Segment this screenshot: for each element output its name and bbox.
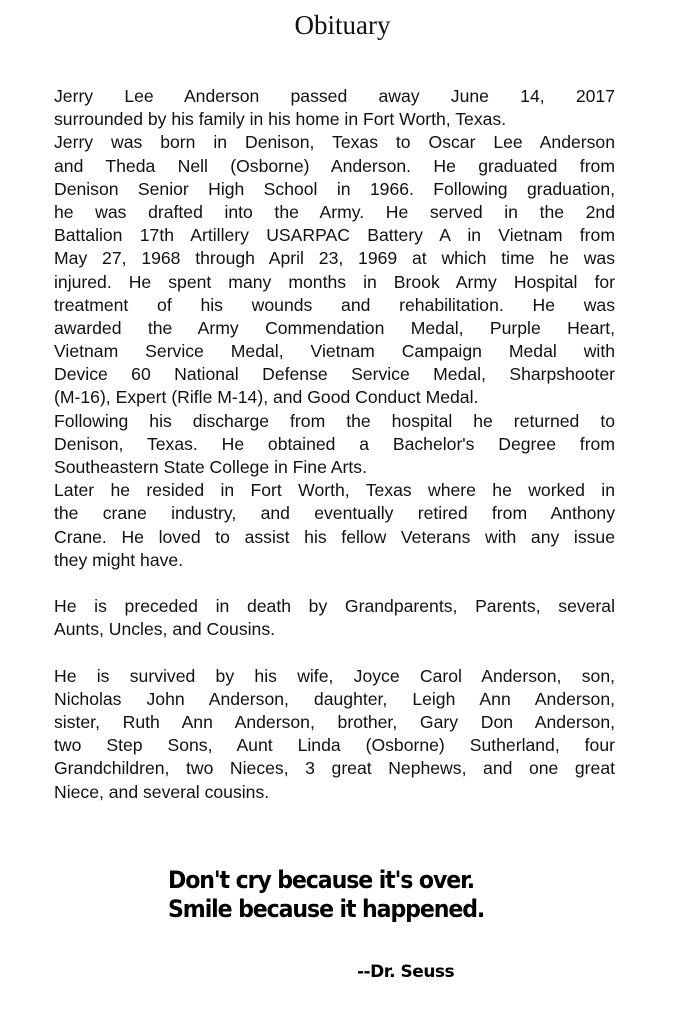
page-title: Obituary [294,10,391,40]
text-line: injured. He spent many months in Brook Army Hospital for [54,271,615,292]
text-line: Niece, and several cousins. [54,781,270,802]
text-line: Denison Senior High School in 1966. Following graduation, [54,178,615,199]
text-line: Jerry Lee Anderson passed away June 14, 2017 [54,86,615,106]
text-line: and Theda Nell (Osborne) Anderson. He graduated from [54,155,615,176]
quote-attribution: --Dr. Seuss [357,962,455,982]
text-line: Denison, Texas. He obtained a Bachelor's Degree from [54,433,615,454]
paragraph-survived [54,665,615,804]
text-line: awarded the Army Commendation Medal, Purple Heart, [54,317,615,338]
text-line: treatment of his wounds and rehabilitation. He was [54,294,615,315]
text-line: Device 60 National Defense Service Medal, Sharpshooter [54,364,615,385]
quote-line: Don't cry because it's over. [168,866,475,894]
text-line: He is preceded in death by Grandparents, Parents, several [54,596,615,617]
text-line: Nicholas John Anderson, daughter, Leigh Ann Anderson, [54,688,615,709]
paragraph-biography [54,85,615,572]
text-line: Vietnam Service Medal, Vietnam Campaign Medal with [54,341,615,362]
text-line: they might have. [54,549,184,570]
text-line: Jerry was born in Denison, Texas to Oscar Lee Anderson [54,132,615,153]
obituary-body [54,85,615,804]
text-line: He is survived by his wife, Joyce Carol Anderson, son, [54,665,615,686]
text-line: sister, Ruth Ann Anderson, brother, Gary Don Anderson, [54,712,615,733]
seuss-quote [168,866,485,924]
text-line: Grandchildren, two Nieces, 3 great Nephews, and one great [54,758,615,779]
text-line: he was drafted into the Army. He served in the 2nd [54,201,615,222]
text-line: Battalion 17th Artillery USARPAC Battery A in Vietnam from [54,225,615,246]
paragraph-preceded [54,595,615,641]
paragraph-gap [54,572,615,595]
text-line: surrounded by his family in his home in Fort Worth, Texas. [54,109,507,130]
quote-line: Smile because it happened. [168,895,485,923]
text-line: the crane industry, and eventually retired from Anthony [54,503,615,524]
text-line: Aunts, Uncles, and Cousins. [54,619,276,640]
text-line: Later he resided in Fort Worth, Texas where he worked in [54,480,615,501]
text-line: Following his discharge from the hospital he returned to [54,410,615,431]
text-line: two Step Sons, Aunt Linda (Osborne) Sutherland, four [54,735,615,756]
paragraph-gap [54,642,615,665]
text-line: Southeastern State College in Fine Arts. [54,457,367,477]
text-line: May 27, 1968 through April 23, 1969 at which time he was [54,248,615,269]
text-line: (M-16), Expert (Rifle M-14), and Good Conduct Medal. [54,387,479,408]
text-line: Crane. He loved to assist his fellow Veterans with any issue [54,526,615,547]
